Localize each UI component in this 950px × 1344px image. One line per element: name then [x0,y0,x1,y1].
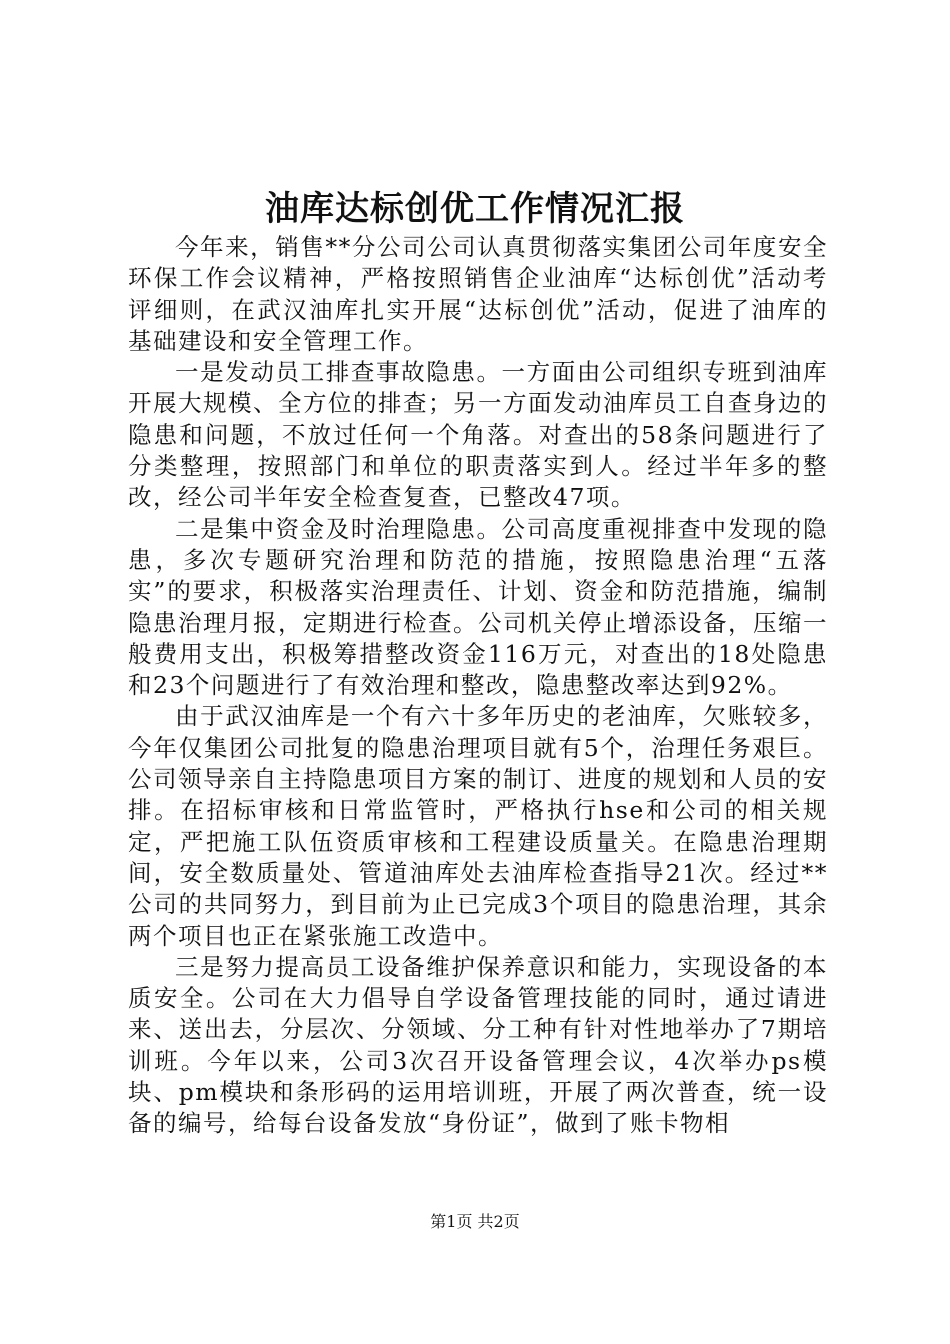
document-title: 油库达标创优工作情况汇报 [265,189,685,229]
page-footer: 第1页 共2页 [430,1212,520,1231]
paragraph-equipment-training: 三是努力提高员工设备维护保养意识和能力，实现设备的本质安全。公司在大力倡导自学设备管理技能的同时，通过请进来、送出去，分层次、分领域、分工种有针对性地举办了7期培训班。今年以来，公司3次召开设备管理会议，4次举办ps模块、pm模块和条形码的运用培训班，开展了两次普查，统一设备的编号，给每台设备发放“身份证”，做到了账卡物相 [128,952,828,1138]
paragraph-wuhan-depot: 由于武汉油库是一个有六十多年历史的老油库，欠账较多，今年仅集团公司批复的隐患治理项目就有5个，治理任务艰巨。公司领导亲自主持隐患项目方案的制订、进度的规划和人员的安排。在招标审核和日常监管时，严格执行hse和公司的相关规定，严把施工队伍资质审核和工程建设质量关。在隐患治理期间，安全数质量处、管道油库处去油库检查指导21次。经过**公司的共同努力，到目前为止已完成3个项目的隐患治理，其余两个项目也正在紧张施工改造中。 [128,702,828,950]
paragraph-hazard-treatment: 二是集中资金及时治理隐患。公司高度重视排查中发现的隐患，多次专题研究治理和防范的措施，按照隐患治理“五落实”的要求，积极落实治理责任、计划、资金和防范措施，编制隐患治理月报，定期进行检查。公司机关停止增添设备，压缩一般费用支出，积极筹措整改资金116万元，对查出的18处隐患和23个问题进行了有效治理和整改，隐患整改率达到92%。 [128,514,828,700]
paragraph-hazard-inspection: 一是发动员工排查事故隐患。一方面由公司组织专班到油库开展大规模、全方位的排查；另一方面发动油库员工自查身边的隐患和问题，不放过任何一个角落。对查出的58条问题进行了分类整理，按照部门和单位的职责落实到人。经过半年多的整改，经公司半年安全检查复查，已整改47项。 [128,358,828,512]
paragraph-intro: 今年来，销售**分公司公司认真贯彻落实集团公司年度安全环保工作会议精神，严格按照销售企业油库“达标创优”活动考评细则，在武汉油库扎实开展“达标创优”活动，促进了油库的基础建设和安全管理工作。 [128,233,828,355]
document-body [128,232,828,1140]
